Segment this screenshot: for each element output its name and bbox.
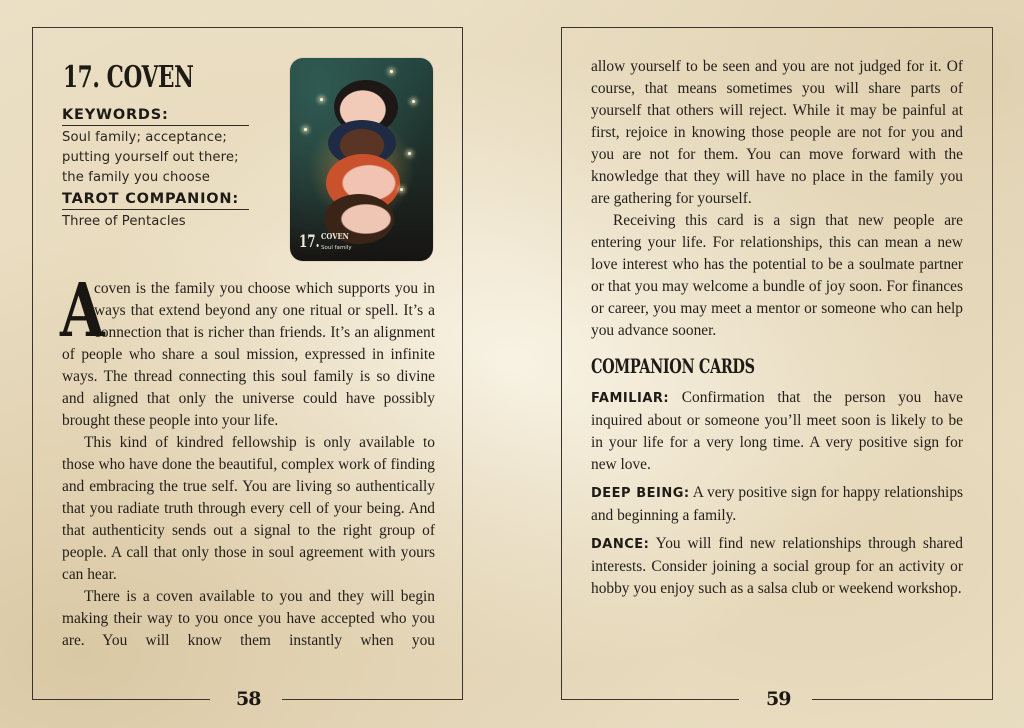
keywords-heading: KEYWORDS: [62, 106, 249, 126]
drop-cap: A [60, 268, 105, 354]
paragraph-text: coven is the family you choose which supports you in ways that extend beyond any one ritual or spell. It’s a connection that is richer than friends. It’s an alignment of people who share a soul mission, expressed in infinite ways. The thread connecting this soul family is so divine and aligned that only the universe could have possibly brought these people into your life. [62, 280, 435, 429]
companion-list [591, 387, 963, 600]
paragraph: There is a coven available to you and they will begin making their way to you once you have accepted who you are. You will know them instantly when you [62, 588, 435, 649]
right-page [561, 27, 993, 700]
card-title: 17. COVEN [63, 60, 194, 95]
bottom-rule-right-a [561, 699, 739, 700]
companion-text: A very positive sign for happy relationships and beginning a family. [591, 484, 964, 524]
card-subtitle: Soul family [321, 245, 352, 251]
tarot-companion-text: Three of Pentacles [62, 214, 186, 229]
companion-label: DEEP BEING: [591, 486, 690, 501]
companion-label: FAMILIAR: [591, 391, 670, 406]
companion-item [591, 482, 963, 527]
sparkle-icon [412, 100, 415, 103]
sparkle-icon [320, 98, 323, 101]
keywords-text: Soul family; acceptance; putting yourself out there; the family you choose [62, 130, 239, 185]
paragraph: allow yourself to be seen and you are not judged for it. Of course, that means sometimes you will share parts of yourself that others will reject. While it may be painful at first, rejoice in knowing those people are not for you and you are not for them. You can move forward with the knowledge that they will have no place in the family you are gathering for yourself. [591, 58, 963, 207]
left-page [32, 27, 463, 700]
bottom-rule-left-b [282, 699, 463, 700]
bottom-rule-right-b [812, 699, 993, 700]
card-number: 17. [299, 232, 320, 252]
companion-label: DANCE: [591, 537, 650, 552]
sparkle-icon [408, 152, 411, 155]
sparkle-icon [304, 128, 307, 131]
sparkle-icon [400, 188, 403, 191]
left-body-text [60, 268, 435, 652]
card-meta [62, 106, 257, 234]
paragraph: This kind of kindred fellowship is only available to those who have done the beautiful, complex work of finding and embracing the true self. You are living so authentically that you radiate truth through every cell of your being. And that authenticity sends out a signal to the right group of people. A call that only those in soul agreement with yours can hear. [62, 434, 435, 583]
right-body-text [591, 56, 963, 606]
companion-cards-heading: COMPANION CARDS [591, 354, 755, 378]
bottom-rule-left-a [32, 699, 210, 700]
paragraph [60, 268, 435, 432]
companion-item [591, 387, 963, 476]
card-name: COVEN [321, 232, 349, 242]
page-number-left: 58 [236, 688, 261, 710]
companion-text: You will find new relationships through shared interests. Consider joining a social group for an activity or hobby you enjoy such as a salsa club or weekend workshop. [591, 535, 963, 597]
card-illustration [290, 58, 433, 261]
companion-text: Confirmation that the person you have inquired about or someone you’ll meet soon is likely to be in your life for a very long time. A very positive sign for new love. [591, 389, 963, 473]
sparkle-icon [390, 70, 393, 73]
companion-item [591, 533, 963, 600]
paragraph: Receiving this card is a sign that new people are entering your life. For relationships, this can mean a new love interest who has the potential to be a soulmate partner or that you may welcome a bundle of joy soon. For finances or career, you may meet a mentor or someone who can help you advance sooner. [591, 212, 963, 339]
tarot-companion-heading: TAROT COMPANION: [62, 190, 249, 210]
page-number-right: 59 [766, 688, 791, 710]
